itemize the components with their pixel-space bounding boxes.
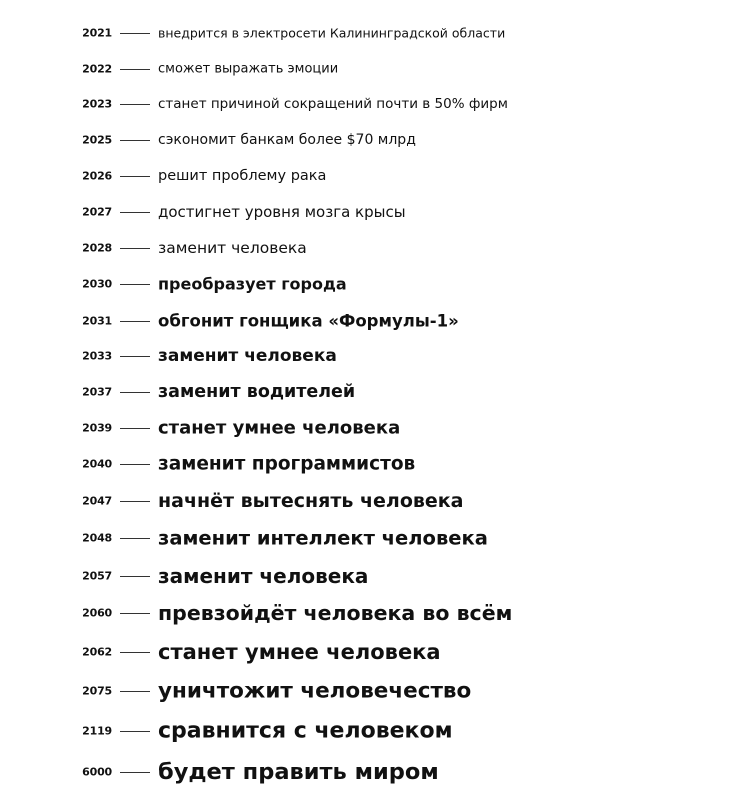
timeline-row	[0, 377, 738, 407]
dash-line	[120, 464, 150, 465]
prediction-text: заменит программистов	[158, 453, 416, 475]
dash-line	[120, 248, 150, 249]
prediction-text: обгонит гонщика «Формулы-1»	[158, 311, 459, 331]
year-label: 2030	[82, 277, 112, 291]
prediction-text: будет править миром	[158, 759, 439, 785]
year-label: 2060	[82, 606, 112, 620]
dash-line	[120, 356, 150, 357]
timeline-row	[0, 341, 738, 371]
year-label: 2075	[82, 684, 112, 698]
year-label: 2040	[82, 457, 112, 471]
year-label: 2037	[82, 385, 112, 399]
timeline-row	[0, 269, 738, 299]
timeline-row	[0, 233, 738, 263]
timeline-row	[0, 449, 738, 479]
prediction-text: заменит интеллект человека	[158, 526, 488, 550]
prediction-text: решит проблему рака	[158, 168, 327, 184]
year-label: 2027	[82, 205, 112, 219]
timeline-row	[0, 125, 738, 155]
dash-line	[120, 140, 150, 141]
timeline-row	[0, 18, 738, 48]
timeline-row	[0, 413, 738, 443]
prediction-text: уничтожит человечество	[158, 678, 472, 704]
year-label: 2025	[82, 133, 112, 147]
dash-line	[120, 576, 150, 577]
timeline-row	[0, 89, 738, 119]
prediction-text: станет умнее человека	[158, 417, 401, 439]
prediction-text: сэкономит банкам более $70 млрд	[158, 132, 416, 148]
dash-line	[120, 69, 150, 70]
year-label: 2031	[82, 314, 112, 328]
year-label: 2022	[82, 62, 112, 76]
prediction-text: начнёт вытеснять человека	[158, 490, 464, 512]
prediction-text: достигнет уровня мозга крысы	[158, 203, 406, 221]
prediction-text: сравнится с человеком	[158, 718, 453, 744]
year-label: 2119	[82, 724, 112, 738]
dash-line	[120, 321, 150, 322]
year-label: 6000	[82, 765, 112, 779]
year-label: 2062	[82, 645, 112, 659]
prediction-text: превзойдёт человека во всём	[158, 601, 513, 625]
year-label: 2057	[82, 569, 112, 583]
prediction-text: заменит человека	[158, 346, 337, 366]
dash-line	[120, 104, 150, 105]
prediction-text: сможет выражать эмоции	[158, 61, 339, 77]
timeline-row	[0, 197, 738, 227]
prediction-text: внедрится в электросети Калининградской области	[158, 25, 506, 41]
timeline-row	[0, 54, 738, 84]
timeline-row	[0, 676, 738, 706]
dash-line	[120, 501, 150, 502]
dash-line	[120, 613, 150, 614]
dash-line	[120, 392, 150, 393]
dash-line	[120, 538, 150, 539]
timeline-row	[0, 161, 738, 191]
dash-line	[120, 212, 150, 213]
timeline-row	[0, 523, 738, 553]
dash-line	[120, 652, 150, 653]
dash-line	[120, 284, 150, 285]
dash-line	[120, 731, 150, 732]
year-label: 2026	[82, 169, 112, 183]
year-label: 2023	[82, 97, 112, 111]
timeline-row	[0, 561, 738, 591]
prediction-text: заменит человека	[158, 564, 369, 588]
timeline-row	[0, 486, 738, 516]
timeline-row	[0, 598, 738, 628]
prediction-text: станет причиной сокращений почти в 50% фирм	[158, 96, 508, 112]
timeline-row	[0, 716, 738, 746]
prediction-text: заменит водителей	[158, 382, 356, 402]
timeline-row	[0, 306, 738, 336]
dash-line	[120, 772, 150, 773]
dash-line	[120, 176, 150, 177]
year-label: 2028	[82, 241, 112, 255]
dash-line	[120, 691, 150, 692]
prediction-text: преобразует города	[158, 274, 347, 294]
dash-line	[120, 33, 150, 34]
prediction-text: станет умнее человека	[158, 640, 441, 664]
timeline-row	[0, 637, 738, 667]
year-label: 2048	[82, 531, 112, 545]
timeline-row	[0, 757, 738, 787]
prediction-text: заменит человека	[158, 239, 307, 257]
year-label: 2047	[82, 494, 112, 508]
year-label: 2021	[82, 26, 112, 40]
year-label: 2039	[82, 421, 112, 435]
year-label: 2033	[82, 349, 112, 363]
dash-line	[120, 428, 150, 429]
